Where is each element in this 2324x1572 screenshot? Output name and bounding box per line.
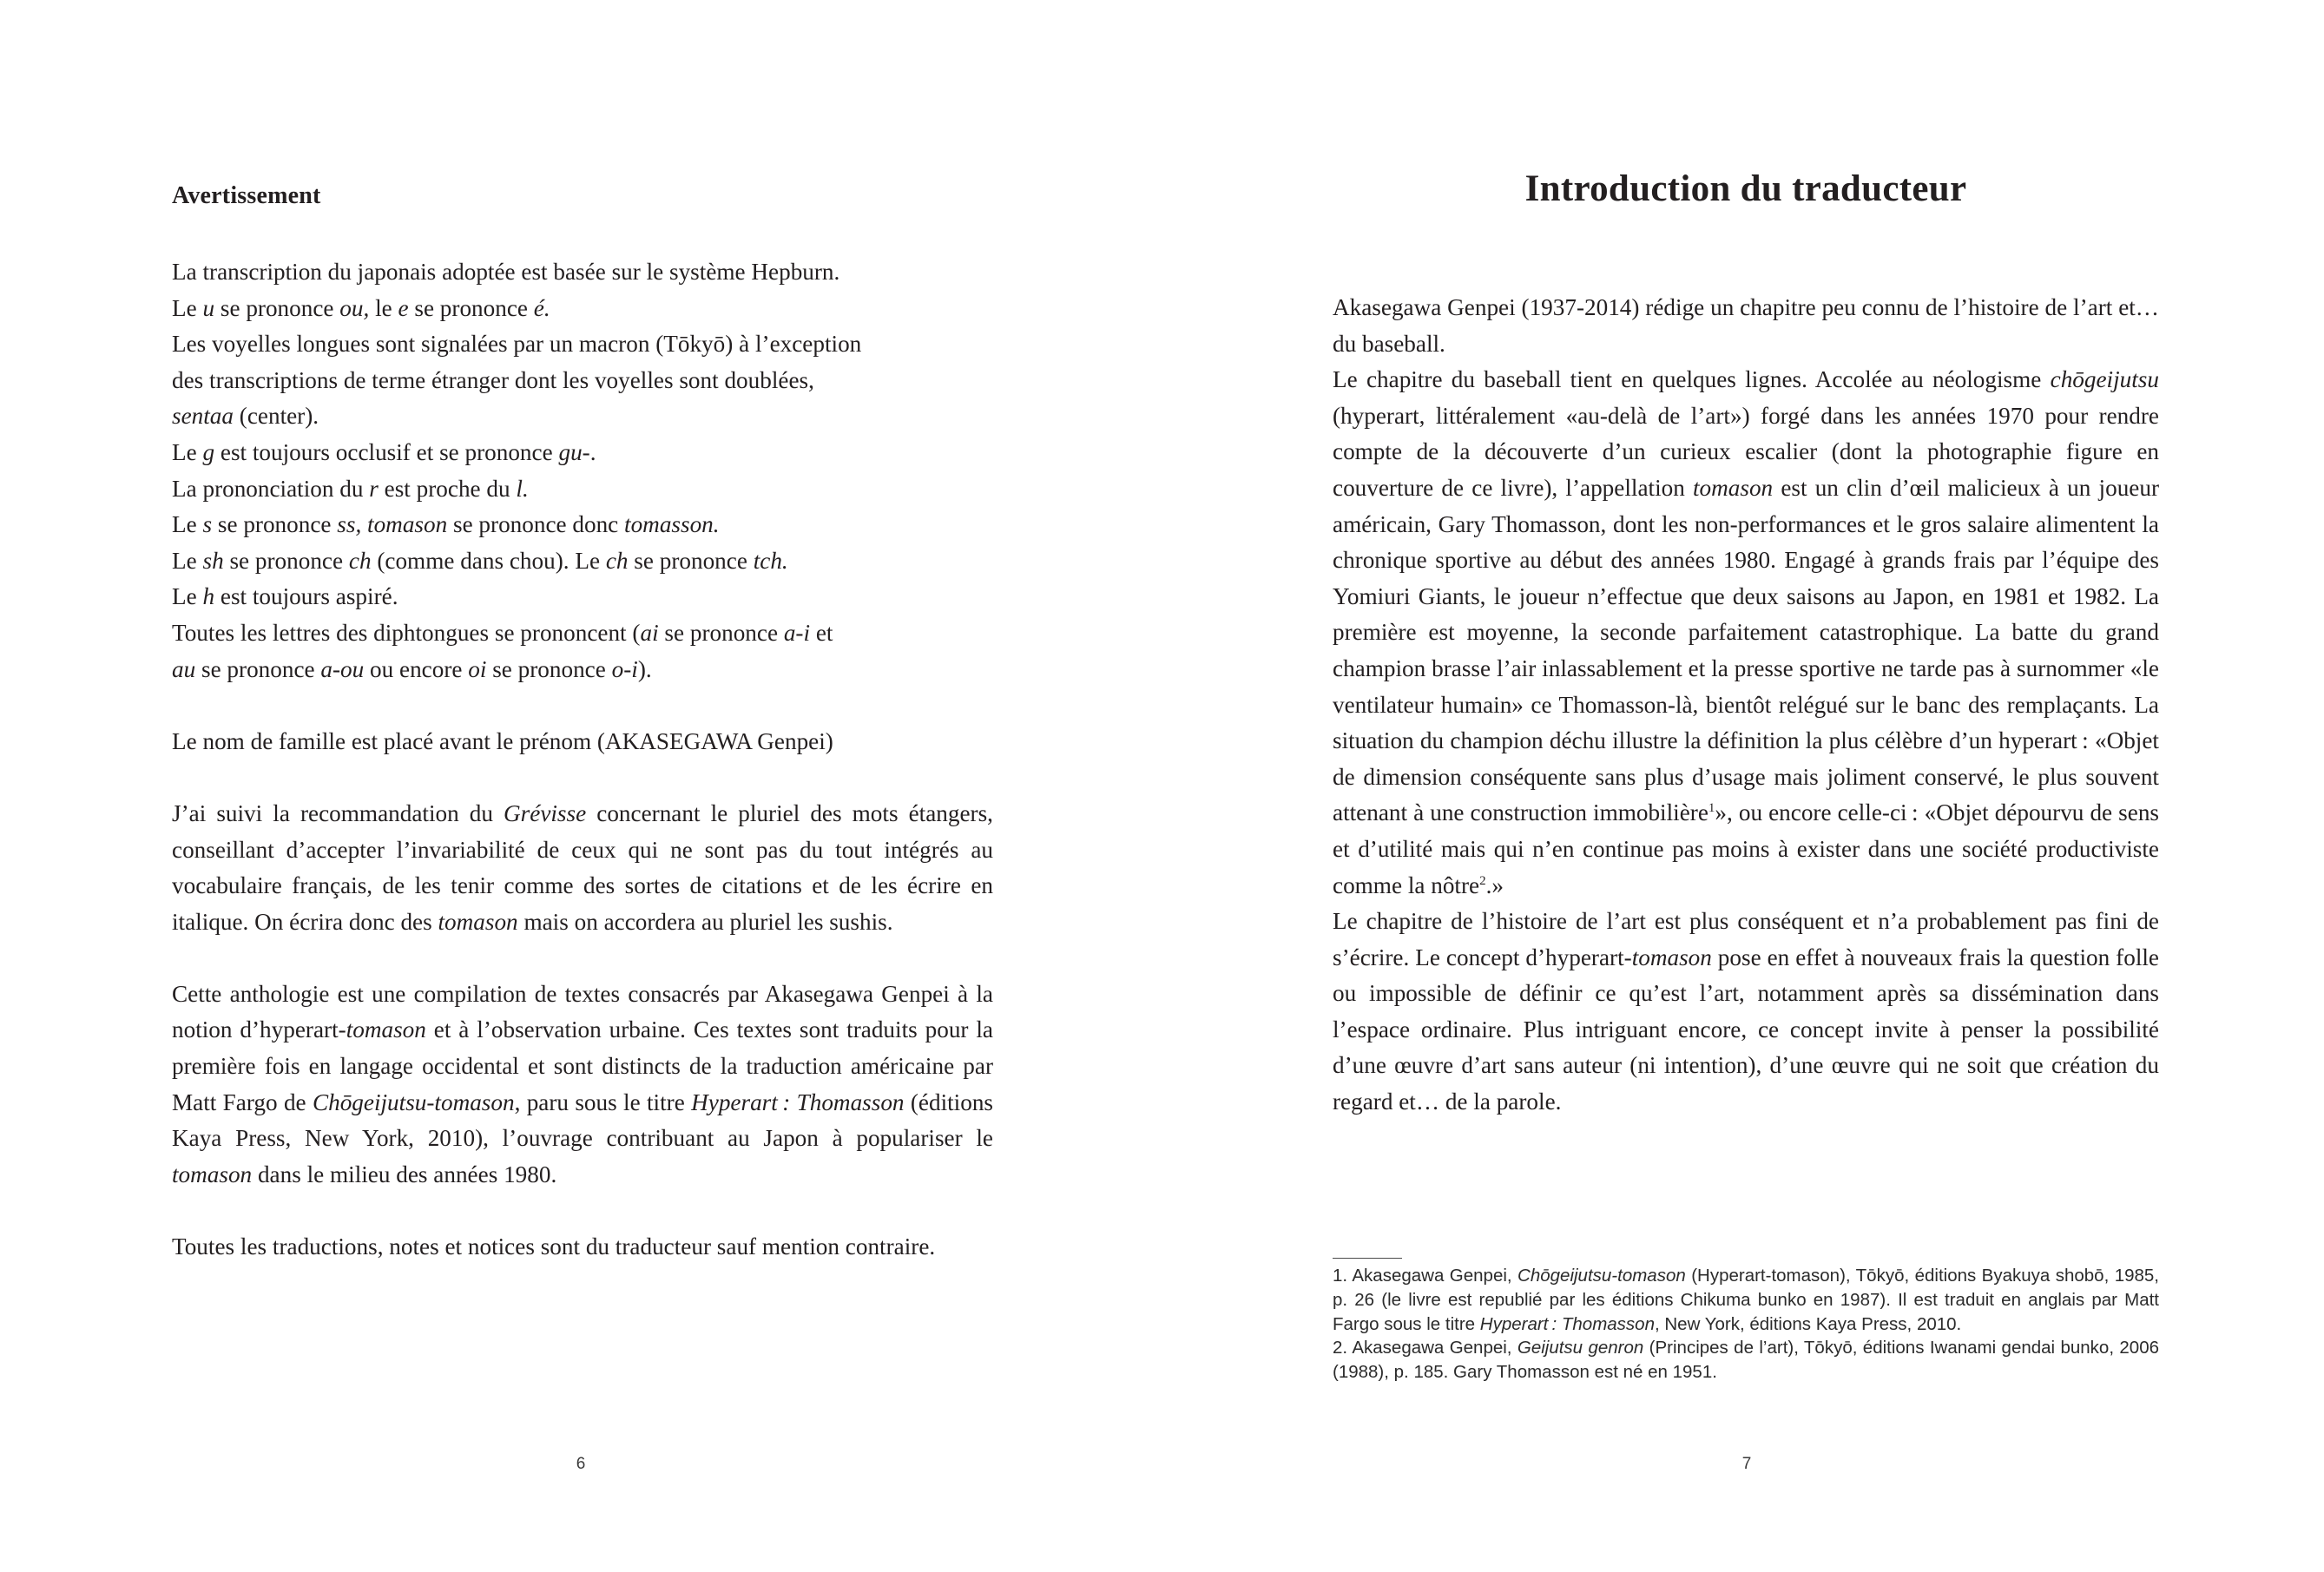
paragraph-intro-2: Le chapitre du baseball tient en quelques lignes. Accolée au néologisme chōgeijutsu (hyperart, littéralement «au-delà de l’art») forgé dans les années 1970 pour rendre compte de la découverte d’un curieux escalier (dont la photographie figure en couverture de ce livre), l’appellation tomason est un clin d’œil malicieux à un joueur américain, Gary Thomasson, dont les non-performances et le gros salaire alimentent la chronique sportive au début des années 1980. Engagé à grands frais par l’équipe des Yomiuri Giants, le joueur n’effectue que deux saisons au Japon, en 1981 et 1982. La première est moyenne, la seconde parfaitement catastrophique. La batte du grand champion brasse l’air inlassablement et la presse sportive ne tarde pas à surnommer «le ventilateur humain» ce Thomasson-là, bientôt relégué sur le banc des remplaçants. La situation du champion déchu illustre la définition la plus célèbre d’un hyperart : «Objet de dimension conséquente sans plus d’usage mais joliment conservé, le plus souvent attenant à une construction immobilière$^1$», ou encore celle-ci : «Objet dépourvu de sens et d’utilité mais qui n’en continue pas moins à exister dans une société productiviste comme la nôtre$^2$.»: [1333, 366, 2159, 898]
footnote-2: 2. Akasegawa Genpei, Geijutsu genron (Principes de l’art), Tōkyō, éditions Iwanami gendai bunko, 2006 (1988), p. 185. Gary Thomasson est né en 1951.: [1333, 1338, 2160, 1383]
italic-run: Chōgeijutsu-tomason: [1518, 1266, 1686, 1286]
italic-run: Hyperart : Thomasson: [691, 1089, 905, 1115]
italic-run: gu-: [558, 438, 590, 465]
text-line: La prononciation du r est proche du l.: [172, 475, 529, 502]
italic-run: tomason: [1692, 474, 1774, 501]
footnote-1: 1. Akasegawa Genpei, Chōgeijutsu-tomason (Hyperart-tomason), Tōkyō, éditions Byakuya shobō, 1985, p. 26 (le livre est republié par les éditions Chikuma bunko en 1987). Il est traduit en anglais par Matt Fargo sous le titre Hyperart : Thomasson, New York, éditions Kaya Press, 2010.: [1333, 1266, 2159, 1334]
italic-run: tomason: [346, 1016, 426, 1043]
italic-run: tch.: [753, 547, 788, 574]
text-line: au se prononce a-ou ou encore oi se prononce o-i).: [172, 655, 652, 682]
text-line: sentaa (center).: [172, 403, 319, 430]
italic-run: h: [202, 583, 215, 610]
paragraph-translations: Toutes les traductions, notes et notices sont du traducteur sauf mention contraire.: [172, 1233, 936, 1260]
paragraph-grevisse: J’ai suivi la recommandation du Grévisse concernant le pluriel des mots étangers, conseillant d’accepter l’invariabilité de ceux qui ne sont pas du tout intégrés au vocabulaire français, de les tenir comme des sortes de citations et de les écrire en italique. On écrira donc des tomason mais on accordera au pluriel les sushis.: [172, 799, 993, 935]
italic-run: ch: [605, 547, 629, 574]
right-page-body: [1333, 290, 2159, 1121]
page-number-right: 7: [1741, 1455, 1752, 1473]
chapter-title: Introduction du traducteur: [1524, 168, 1967, 209]
italic-run: sentaa: [172, 403, 234, 430]
text-line: Le g est toujours occlusif et se prononce gu-.: [172, 438, 596, 465]
footnote-reference: 1: [1708, 801, 1715, 816]
paragraph-family-name: Le nom de famille est placé avant le prénom (AKASEGAWA Genpei): [172, 727, 833, 754]
text-line: Le h est toujours aspiré.: [172, 583, 398, 610]
text-line: des transcriptions de terme étranger dont les voyelles sont doublées,: [172, 366, 814, 393]
paragraph-intro-1: Akasegawa Genpei (1937-2014) rédige un chapitre peu connu de l’histoire de l’art et… du baseball.: [1333, 294, 2159, 357]
italic-run: e: [398, 294, 409, 321]
footnotes: [1333, 1264, 2159, 1385]
text-line: Le u se prononce ou, le e se prononce é.: [172, 294, 550, 321]
footnote-reference: 2: [1479, 873, 1486, 888]
italic-run: ch: [348, 547, 372, 574]
italic-run: Geijutsu genron: [1517, 1338, 1644, 1358]
text-line: Le sh se prononce ch (comme dans chou). Le ch se prononce tch.: [172, 547, 788, 574]
text-line: Les voyelles longues sont signalées par un macron (Tōkyō) à l’exception: [172, 331, 862, 358]
left-page-body: [172, 254, 993, 1266]
text-line: Le s se prononce ss, tomason se prononce donc tomasson.: [172, 511, 720, 538]
italic-run: ss, tomason: [337, 511, 448, 538]
italic-run: chōgeijutsu: [2050, 366, 2159, 393]
italic-run: Hyperart : Thomasson: [1479, 1313, 1655, 1334]
right-page: [1162, 0, 2324, 1572]
paragraph-anthology: Cette anthologie est une compilation de textes consacrés par Akasegawa Genpei à la notion d’hyperart-tomason et à l’observation urbaine. Ces textes sont traduits pour la première fois en langage occidental et sont distincts de la traduction américaine par Matt Fargo de Chōgeijutsu-tomason, paru sous le titre Hyperart : Thomasson (éditions Kaya Press, New York, 2010), l’ouvrage contribuant au Japon à populariser le tomason dans le milieu des années 1980.: [172, 980, 994, 1187]
italic-run: ai: [640, 619, 659, 646]
page-number-left: 6: [576, 1455, 586, 1473]
italic-run: tomason: [172, 1161, 253, 1187]
italic-run: oi: [468, 655, 487, 682]
section-heading-avertissement: Avertissement: [172, 182, 321, 209]
paragraph-transcription: [172, 254, 993, 687]
italic-run: a-ou: [320, 655, 365, 682]
italic-run: Grévisse: [504, 799, 587, 826]
italic-run: tomasson.: [624, 511, 720, 538]
italic-run: au: [172, 655, 196, 682]
paragraph-intro-3: Le chapitre de l’histoire de l’art est plus conséquent et n’a probablement pas fini de s’écrire. Le concept d’hyperart-tomason pose en effet à nouveaux frais la question folle ou impossible de définir ce qu’est l’art, notamment après sa dissémination dans l’espace ordinaire. Plus intriguant encore, ce concept invite à penser la possibilité d’une œuvre d’art sans auteur (ni intention), d’une œuvre qui ne soit que création du regard et… de la parole.: [1333, 908, 2159, 1115]
text-line: La transcription du japonais adoptée est basée sur le système Hepburn.: [172, 259, 840, 285]
italic-run: é.: [533, 294, 550, 321]
footnote-separator: [1333, 1258, 1402, 1259]
italic-run: g: [202, 438, 215, 465]
italic-run: tomason: [1631, 944, 1712, 970]
italic-run: s: [202, 511, 213, 538]
italic-run: r: [369, 475, 379, 502]
italic-run: sh: [202, 547, 224, 574]
italic-run: ou,: [339, 294, 370, 321]
italic-run: l.: [516, 475, 529, 502]
italic-run: o-i: [611, 655, 638, 682]
italic-run: a-i: [783, 619, 811, 646]
italic-run: u: [202, 294, 215, 321]
italic-run: tomason: [438, 908, 518, 935]
italic-run: Chōgeijutsu-tomason: [312, 1089, 515, 1115]
text-line: Toutes les lettres des diphtongues se prononcent (ai se prononce a-i et: [172, 619, 833, 646]
